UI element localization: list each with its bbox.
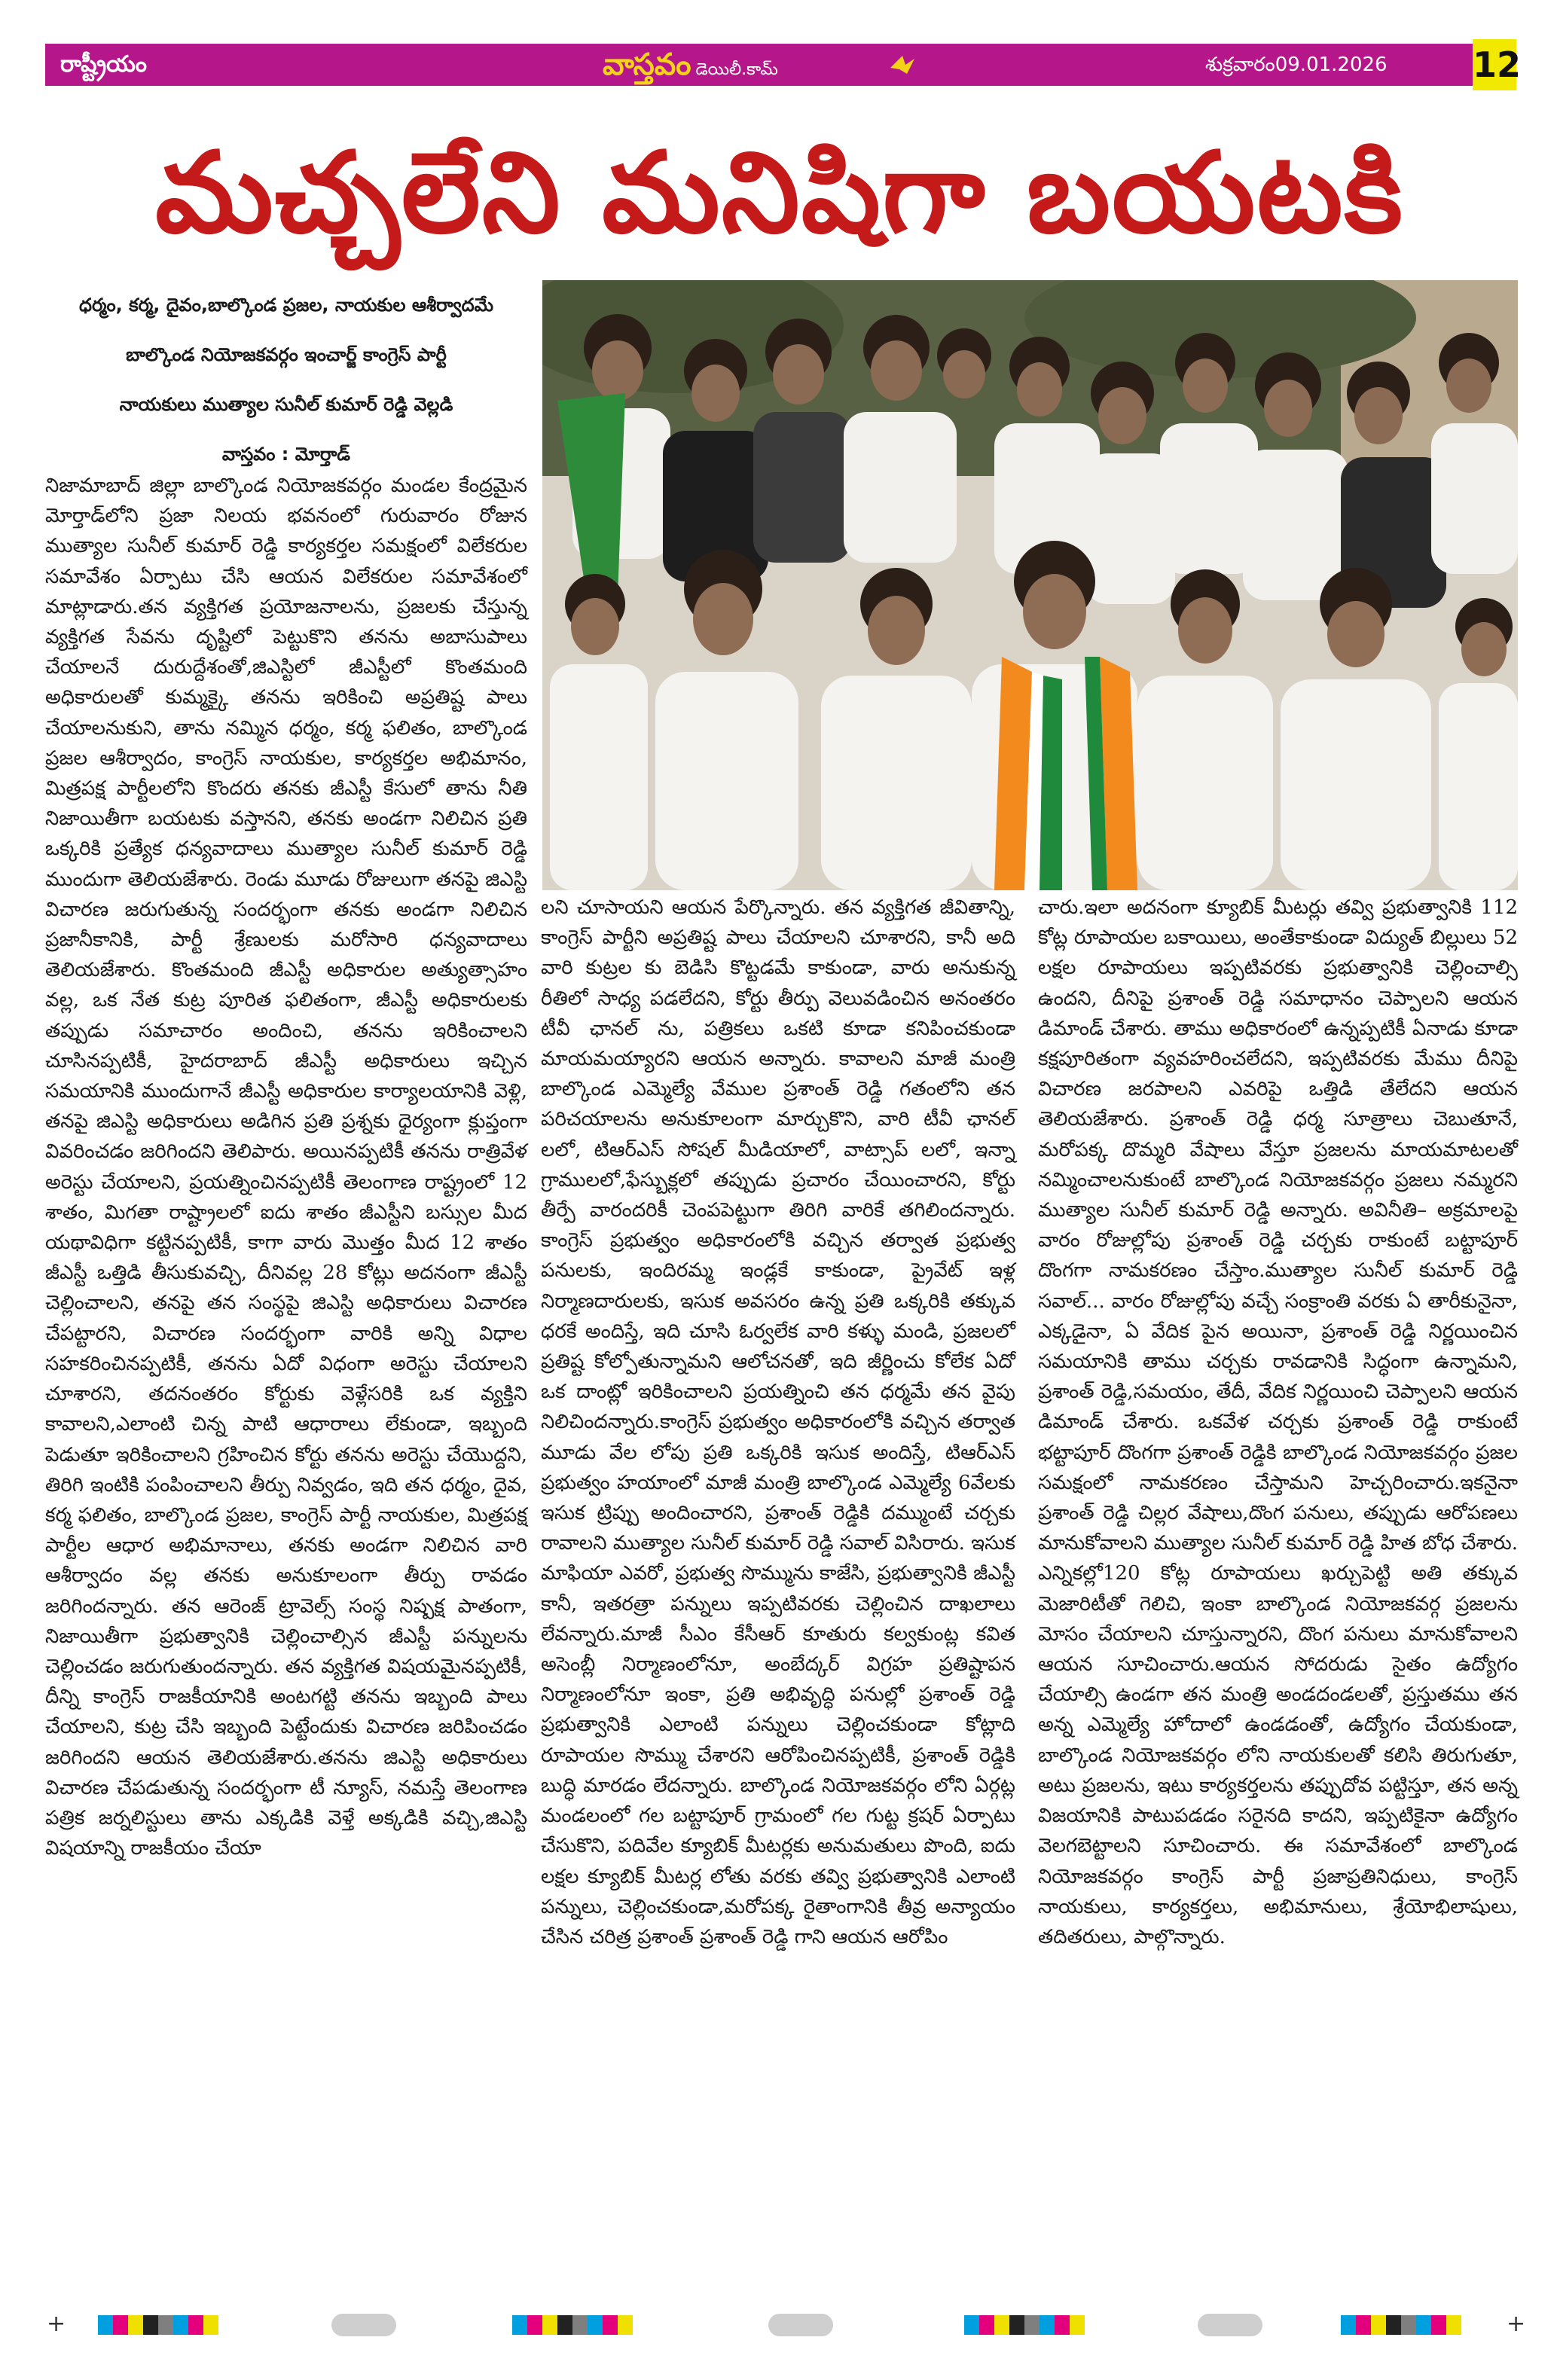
color-swatch (203, 2315, 218, 2335)
color-swatch (964, 2315, 979, 2335)
article-column-1 (45, 471, 527, 1863)
registration-mark: + (47, 2311, 66, 2337)
color-swatch (603, 2315, 618, 2335)
brand-name: వాస్తవం (603, 47, 691, 82)
article-deck (45, 280, 527, 479)
color-swatch (1401, 2315, 1416, 2335)
color-swatch (188, 2315, 203, 2335)
group-photo (542, 280, 1518, 890)
color-swatch (1371, 2315, 1386, 2335)
print-pill (1198, 2314, 1262, 2336)
color-swatch (979, 2315, 994, 2335)
column-text: చారు.ఇలా అదనంగా క్యూబిక్ మీటర్లు తవ్వి ప్రభుత్వానికి 112 కోట్ల రూపాయల బకాయిలు, అంతేకాకుండా విద్యుత్ బిల్లులు 52 లక్షల రూపాయలు ఇప్పటివరకు ప్రభుత్వానికి చెల్లించాల్సి ఉందని, దీనిపై ప్రశాంత్ రెడ్డి సమాధానం చెప్పాలని ఆయన డిమాండ్ చేశారు. తాము అధికారంలో ఉన్నప్పటికీ ఏనాడు కూడా కక్షపూరితంగా వ్యవహరించలేదని, ఇప్పటివరకు మేము దీనిపై విచారణ జరపాలని ఎవరిపై ఒత్తిడి తేలేదని ఆయన తెలియజేశారు. ప్రశాంత్ రెడ్డి ధర్మ సూత్రాలు చెబుతూనే, మరోపక్క దొమ్మరి వేషాలు వేస్తూ ప్రజలను మాయమాటలతో నమ్మించాలనుకుంటే బాల్కొండ నియోజకవర్గం ప్రజలు నమ్మరని ముత్యాల సునీల్ కుమార్ రెడ్డి అన్నారు. అవినీతి– అక్రమాలపై వారం రోజుల్లోపు ప్రశాంత్ రెడ్డి చర్చకు రాకుంటే బట్టాపూర్ దొంగగా నామకరణం చేస్తాం.ముత్యాల సునీల్ కుమార్ రెడ్డి సవాల్... వారం రోజుల్లోపు వచ్చే సంక్రాంతి వరకు ఏ తారీకునైనా, ఎక్కడైనా, ఏ వేదిక పైన అయినా, ప్రశాంత్ రెడ్డి నిర్ణయించిన సమయానికి తాము చర్చకు రావడానికి సిద్ధంగా ఉన్నామని, ప్రశాంత్ రెడ్డి,సమయం, తేదీ, వేదిక నిర్ణయించి చెప్పాలని ఆయన డిమాండ్ చేశారు. ఒకవేళ చర్చకు ప్రశాంత్ రెడ్డి రాకుంటే భట్టాపూర్ దొంగగా ప్రశాంత్ రెడ్డికి బాల్కొండ నియోజకవర్గం ప్రజల సమక్షంలో నామకరణం చేస్తామని హెచ్చరించారు.ఇకనైనా ప్రశాంత్ రెడ్డి చిల్లర వేషాలు,దొంగ పనులు, తప్పుడు ఆరోపణలు మానుకోవాలని ముత్యాల సునీల్ కుమార్ రెడ్డి హిత బోధ చేశారు. ఎన్నికల్లో120 కోట్ల రూపాయలు ఖర్చుపెట్టి అతి తక్కువ మెజారిటీతో గెలిచి, ఇంకా బాల్కొండ నియోజకవర్గ ప్రజలను మోసం చేయాలని చూస్తున్నారని, దొంగ పనులు మానుకోవాలని ఆయన సూచించారు.ఆయన సోదరుడు సైతం ఉద్యోగం చేయాల్సి ఉండగా తన మంత్రి అండదండలతో, ప్రస్తుతము తన అన్న ఎమ్మెల్యే హోదాలో ఉండడంతో, ఉద్యోగం చేయకుండా, బాల్కొండ నియోజకవర్గం లోని నాయకులతో కలిసి తిరుగుతూ, అటు ప్రజలను, ఇటు కార్యకర్తలను తప్పుదోవ పట్టిస్తూ, తన అన్న విజయానికి పాటుపడడం సరైనది కాదని, ఇప్పటికైనా ఉద్యోగం వెలగబెట్టాలని సూచించారు. ఈ సమావేశంలో బాల్కొండ నియోజకవర్గం కాంగ్రెస్ పార్టీ ప్రజాప్రతినిధులు, కాంగ్రెస్ నాయకులు, కార్యకర్తలు, అభిమానులు, శ్రేయోభిలాషులు, తదితరులు, పాల్గొన్నారు. (1038, 896, 1518, 1948)
color-swatch (1431, 2315, 1446, 2335)
brand-subtitle: డెయిలీ.కామ్ (695, 60, 778, 79)
color-swatch (527, 2315, 542, 2335)
color-swatch (588, 2315, 603, 2335)
color-bar (512, 2315, 633, 2335)
color-bar (1341, 2315, 1461, 2335)
column-text: నిజామాబాద్ జిల్లా బాల్కొండ నియోజకవర్గం మండల కేంద్రమైన మోర్తాడ్‌లోని ప్రజా నిలయ భవనంలో గురువారం రోజున ముత్యాల సునీల్ కుమార్ రెడ్డి కార్యకర్తల సమక్షంలో విలేకరుల సమావేశం ఏర్పాటు చేసి ఆయన విలేకరుల సమావేశంలో మాట్లాడారు.తన వ్యక్తిగత ప్రయోజనాలను, ప్రజలకు చేస్తున్న వ్యక్తిగత సేవను దృష్టిలో పెట్టుకొని తనను అబాసుపాలు చేయాలనే దురుద్దేశంతో,జిఎస్టిలో జీఎస్టీలో కొంతమంది అధికారులతో కుమ్మక్కై తనను ఇరికించి అప్రతిష్ట పాలు చేయాలనుకుని, తాను నమ్మిన ధర్మం, కర్మ ఫలితం, బాల్కొండ ప్రజల ఆశీర్వాదం, కాంగ్రెస్ నాయకుల, కార్యకర్తల అభిమానం, మిత్రపక్ష పార్టీలలోని కొందరు తనకు జీఎస్టీ కేసులో తాను నీతి నిజాయితీగా బయటకు వస్తానని, తనకు అండగా నిలిచిన ప్రతి ఒక్కరికి ప్రత్యేక ధన్యవాదాలు ముత్యాల సునీల్ కుమార్ రెడ్డి ముందుగా తెలియజేశారు. రెండు మూడు రోజులుగా తనపై జిఎస్టి విచారణ జరుగుతున్న సందర్భంగా తనకు అండగా నిలిచిన ప్రజానీకానికి, పార్టీ శ్రేణులకు మరోసారి ధన్యవాదాలు తెలియజేశారు. కొంతమంది జీఎస్టీ అధికారుల అత్యుత్సాహం వల్ల, ఒక నేత కుట్ర పూరిత ఫలితంగా, జీఎస్టీ అధికారులకు తప్పుడు సమాచారం అందించి, తనను ఇరికించాలని చూసినప్పటికీ, హైదరాబాద్ జీఎస్టీ అధికారులు ఇచ్చిన సమయానికి ముందుగానే జీఎస్టీ అధికారుల కార్యాలయానికి వెళ్లి, తనపై జిఎస్టి అధికారులు అడిగిన ప్రతి ప్రశ్నకు ధైర్యంగా క్లుప్తంగా వివరించడం జరిగిందని తెలిపారు. అయినప్పటికీ తనను రాత్రివేళ అరెస్టు చేయాలని, ప్రయత్నించినప్పటికీ తెలంగాణ రాష్ట్రంలో 12 శాతం, మిగతా రాష్ట్రాలలో ఐదు శాతం జీఎస్టీని బస్సుల మీద యథావిధిగా కట్టినప్పటికీ, కాగా వారు మొత్తం మీద 12 శాతం జీఎస్టీ ఒత్తిడి తీసుకువచ్చి, దీనివల్ల 28 కోట్లు అదనంగా జీఎస్టీ చెల్లించాలని, తనపై తన సంస్థపై జిఎస్టి అధికారులు విచారణ చేపట్టారని, విచారణ సందర్భంగా వారికి అన్ని విధాల సహకరించినప్పటికీ, తనను ఏదో విధంగా అరెస్టు చేయాలని చూశారని, తదనంతరం కోర్టుకు వెళ్లేసరికి ఒక వ్యక్తిని కావాలని,ఎలాంటి చిన్న పాటి ఆధారాలు లేకుండా, ఇబ్బంది పెడుతూ ఇరికించాలని గ్రహించిన కోర్టు తనను అరెస్టు చేయొద్దని, తిరిగి ఇంటికి పంపించాలని తీర్పు నివ్వడం, ఇది తన ధర్మం, దైవ, కర్మ ఫలితం, బాల్కొండ ప్రజల, కాంగ్రెస్ పార్టీ నాయకుల, మిత్రపక్ష పార్టీల ఆధార అభిమానాలు, తనకు అండగా నిలిచిన వారి ఆశీర్వాదం వల్ల తనకు అనుకూలంగా తీర్పు రావడం జరిగిందన్నారు. తన ఆరెంజ్ ట్రావెల్స్ సంస్థ నిష్పక్ష పాతంగా, నిజాయితీగా ప్రభుత్వానికి చెల్లించాల్సిన జీఎస్టీ పన్నులను చెల్లించడం జరుగుతుందన్నారు. తన వ్యక్తిగత విషయమైనప్పటికీ, దీన్ని కాంగ్రెస్ రాజకీయానికి అంటగట్టి తనను ఇబ్బంది పాలు చేయాలని, కుట్ర చేసి ఇబ్బంది పెట్టేందుకు విచారణ జరిపించడం జరిగిందని ఆయన తెలియజేశారు.తనను జిఎస్టి అధికారులు విచారణ చేపడుతున్న సందర్భంగా టీ న్యూస్, నమస్తే తెలంగాణ పత్రిక జర్నలిస్టులు తాను ఎక్కడికి వెళ్తే అక్కడికి వచ్చి,జిఎస్టి విషయాన్ని రాజకీయం చేయా (45, 474, 527, 1860)
registration-mark: + (1507, 2311, 1526, 2337)
deck-line: బాల్కొండ నియోజకవర్గం ఇంచార్జ్ కాంగ్రెస్ పార్టీ (126, 344, 447, 365)
color-swatch (572, 2315, 588, 2335)
print-pill (768, 2314, 833, 2336)
color-swatch (158, 2315, 173, 2335)
issue-date: శుక్రవారం09.01.2026 (1205, 53, 1388, 76)
color-swatch (1070, 2315, 1085, 2335)
group-photo-icon (542, 280, 1518, 890)
color-swatch (1341, 2315, 1356, 2335)
deck-line: నాయకులు ముత్యాల సునీల్ కుమార్ రెడ్డి వెల్లడి (119, 394, 453, 415)
color-swatch (98, 2315, 113, 2335)
color-swatch (994, 2315, 1009, 2335)
color-swatch (143, 2315, 158, 2335)
print-pill (331, 2314, 396, 2336)
section-label: రాష్ట్రీయం (60, 51, 147, 78)
color-swatch (1446, 2315, 1461, 2335)
bird-logo-icon (889, 51, 916, 78)
brand-logo (603, 44, 778, 91)
column-text: లని చూసాయని ఆయన పేర్కొన్నారు. తన వ్యక్తిగత జీవితాన్ని, కాంగ్రెస్ పార్టీని అప్రతిష్ట పాలు చేయాలని చూశారని, కానీ అది వారి కుట్రల కు బెడిసి కొట్టడమే కాకుండా, వారు అనుకున్న రీతిలో సాధ్య పడలేదని, కోర్టు తీర్పు వెలువడించిన అనంతరం టీవీ ఛానల్ ను, పత్రికలు ఒకటి కూడా కనిపించకుండా మాయమయ్యారని ఆయన అన్నారు. కావాలని మాజీ మంత్రి బాల్కొండ ఎమ్మెల్యే వేముల ప్రశాంత్ రెడ్డి గతంలోని తన పరిచయాలను అనుకూలంగా మార్చుకొని, వారి టీవీ ఛానల్ లలో, టిఆర్ఎస్ సోషల్ మీడియాలో, వాట్సాప్ లలో, ఇన్నా గ్రాములలో,ఫేస్బుక్లలో తప్పుడు ప్రచారం చేయించారని, కోర్టు తీర్పే వారందరికీ చెంపపెట్టుగా తిరిగి వారికే తగిలిందన్నారు. కాంగ్రెస్ ప్రభుత్వం అధికారంలోకి వచ్చిన తర్వాత ప్రభుత్వ పనులకు, ఇందిరమ్మ ఇండ్లకే కాకుండా, ప్రైవేట్ ఇళ్ల నిర్మాణదారులకు, ఇసుక అవసరం ఉన్న ప్రతి ఒక్కరికి తక్కువ ధరకే అందిస్తే, ఇది చూసి ఓర్వలేక వారి కళ్ళు మండి, ప్రజలలో ప్రతిష్ట కోల్పోతున్నామని ఆలోచనతో, ఇది జీర్ణించు కోలేక ఏదో ఒక దాంట్లో ఇరికించాలని ప్రయత్నించి తన ధర్మమే తన వైపు నిలిచిందన్నారు.కాంగ్రెస్ ప్రభుత్వం అధికారంలోకి వచ్చిన తర్వాత మూడు వేల లోపు ప్రతి ఒక్కరికి ఇసుక అందిస్తే, టిఆర్ఎస్ ప్రభుత్వం హయాంలో మాజీ మంత్రి బాల్కొండ ఎమ్మెల్యే 6వేలకు ఇసుక ట్రిప్పు అందించారని, ప్రశాంత్ రెడ్డికి దమ్ముంటే చర్చకు రావాలని ముత్యాల సునీల్ కుమార్ రెడ్డి సవాల్ విసిరారు. ఇసుక మాఫియా ఎవరో, ప్రభుత్వ సొమ్మును కాజేసి, ప్రభుత్వానికి జీఎస్టీ కానీ, ఇతరత్రా పన్నులు ఇప్పటివరకు చెల్లించిన దాఖలాలు లేవన్నారు.మాజీ సీఎం కేసీఆర్ కూతురు కల్వకుంట్ల కవిత అసెంబ్లీ నిర్మాణంలోనూ, అంబేద్కర్ విగ్రహ ప్రతిష్టాపన నిర్మాణంలోనూ ఇంకా, ప్రతి అభివృద్ధి పనుల్లో ప్రశాంత్ రెడ్డి ప్రభుత్వానికి ఎలాంటి పన్నులు చెల్లించకుండా కోట్లాది రూపాయల సొమ్ము చేశారని ఆరోపించినప్పటికీ, ప్రశాంత్ రెడ్డికి బుద్ధి మారడం లేదన్నారు. బాల్కొండ నియోజకవర్గం లోని ఏర్గట్ల మండలంలో గల బట్టాపూర్ గ్రామంలో గల గుట్ట క్రషర్ ఏర్పాటు చేసుకొని, పదివేల క్యూబిక్ మీటర్లకు అనుమతులు పొంది, ఐదు లక్షల క్యూబిక్ మీటర్ల లోతు వరకు తవ్వి ప్రభుత్వానికి ఎలాంటి పన్నులు, చెల్లించకుండా,మరోపక్క రైతాంగానికి తీవ్ర అన్యాయం చేసిన చరిత్ర ప్రశాంత్ ప్రశాంత్ రెడ్డి గాని ఆయన ఆరోపిం (541, 896, 1015, 1948)
color-swatch (173, 2315, 188, 2335)
color-swatch (1416, 2315, 1431, 2335)
page-number: 12 (1473, 39, 1516, 90)
color-swatch (512, 2315, 527, 2335)
color-swatch (542, 2315, 557, 2335)
color-swatch (1386, 2315, 1401, 2335)
color-bar (964, 2315, 1085, 2335)
masthead-bar (45, 44, 1473, 86)
dateline: వాస్తవం : మోర్తాడ్ (221, 444, 351, 465)
color-swatch (618, 2315, 633, 2335)
color-swatch (128, 2315, 143, 2335)
color-swatch (113, 2315, 128, 2335)
color-swatch (1356, 2315, 1371, 2335)
color-swatch (557, 2315, 572, 2335)
article-column-3 (1038, 892, 1518, 1952)
headline: మచ్చలేని మనిషిగా బయటకి (155, 127, 1404, 258)
color-swatch (1055, 2315, 1070, 2335)
color-swatch (1009, 2315, 1024, 2335)
color-swatch (1024, 2315, 1040, 2335)
color-swatch (1040, 2315, 1055, 2335)
deck-line: ధర్మం, కర్మ, దైవం,బాల్కొండ ప్రజల, నాయకుల ఆశీర్వాదమే (79, 294, 493, 316)
color-bar (98, 2315, 218, 2335)
article-column-2 (541, 892, 1015, 1952)
